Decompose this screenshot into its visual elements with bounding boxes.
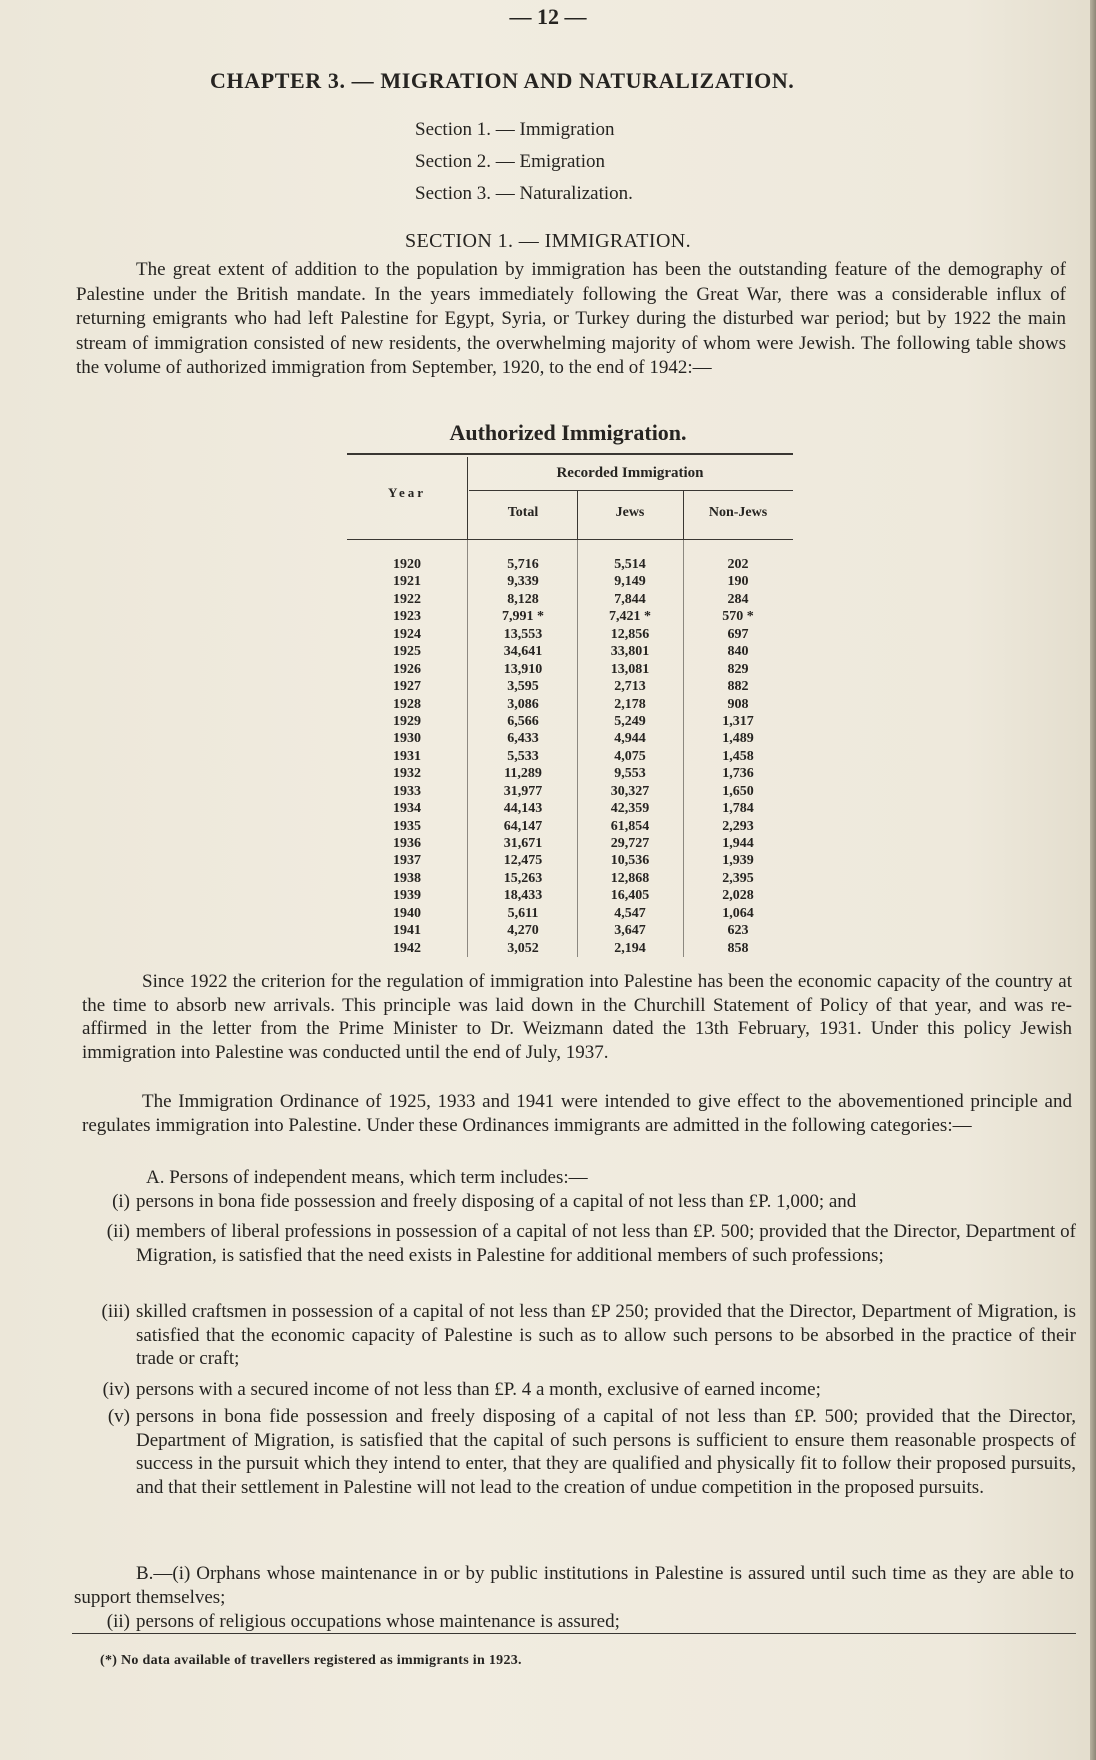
cell-jews: 10,536 [610,853,650,869]
table-row [347,661,793,678]
cell-total: 64,147 [503,818,543,834]
cell-non-jews: 1,458 [722,748,754,764]
group-divider [469,490,793,491]
chapter-title: CHAPTER 3. — MIGRATION AND NATURALIZATION. [210,68,795,93]
cell-total: 13,553 [503,626,543,642]
category-a-heading: A. Persons of independent means, which term includes:— [146,1167,588,1188]
cell-non-jews: 882 [727,679,749,695]
column-divider [467,457,468,539]
table-row [347,556,793,573]
cell-jews: 2,178 [614,696,646,712]
cell-total: 5,716 [507,557,539,572]
cell-total: 12,475 [503,853,543,869]
cell-jews: 16,405 [610,888,650,904]
cell-year: 1923 [393,609,421,625]
item-text: members of liberal professions in possession of a capital of not less than £P. 500; provided that the Director, Department of Migration, is satisfied that the need exists in Palestine for additional members of such professions; [136,1221,1076,1266]
cell-total: 3,086 [507,696,539,712]
table-row [347,940,793,957]
cell-non-jews: 840 [727,644,749,660]
cell-non-jews: 570 * [722,609,754,625]
item-number: (ii) [106,1611,130,1632]
column-divider [577,540,578,957]
cell-total: 4,270 [507,923,539,939]
cell-jews: 7,421 * [609,609,651,625]
column-divider [467,540,468,957]
cell-jews: 2,713 [614,679,646,695]
table-row [347,696,793,713]
cell-non-jews: 1,939 [722,853,754,869]
category-b-item: B.—(i) Orphans whose maintenance in or by public institutions in Palestine is assured until such time as they are able to support themselves; [74,1563,1074,1608]
cell-year: 1928 [393,696,421,712]
cell-total: 15,263 [503,870,543,886]
cell-year: 1925 [393,644,421,660]
list-item [82,1190,1076,1214]
cell-total: 8,128 [507,591,539,607]
table-row [347,905,793,922]
cell-total: 31,671 [503,836,543,851]
cell-year: 1938 [393,870,421,886]
cell-non-jews: 190 [727,574,749,590]
cell-total: 6,566 [507,713,539,729]
cell-total: 13,910 [503,661,543,677]
table-row [347,643,793,660]
cell-jews: 29,727 [610,836,650,851]
table-header [347,453,793,539]
year-header: Year [388,485,426,500]
intro-paragraph: The great extent of addition to the population by immigration has been the outstanding feature of the demography of Palestine under the British mandate. In the years immediately following the Great War, there was a considerable influx of returning emigrants who had left Palestine for Egypt, Syria, or Turkey during the disturbed war period; but by 1922 the main stream of immigration consisted of new residents, the overwhelming majority of whom were Jewish. The following table shows the volume of authorized immigration from September, 1920, to the end of 1942:— [76,259,1066,378]
cell-year: 1940 [393,905,421,921]
cell-jews: 30,327 [610,783,650,799]
table-row [347,922,793,939]
cell-non-jews: 202 [727,557,749,572]
cell-non-jews: 1,736 [722,766,754,782]
cell-year: 1933 [393,783,421,799]
cell-year: 1920 [393,557,421,572]
cell-year: 1930 [393,731,421,747]
table-row [347,748,793,765]
cell-non-jews: 284 [727,591,749,607]
cell-year: 1931 [393,748,421,764]
table-row [347,852,793,869]
cell-year: 1922 [393,591,421,607]
cell-total: 5,533 [507,748,539,764]
cell-non-jews: 908 [727,696,749,712]
table-row [347,818,793,835]
cell-total: 11,289 [504,766,542,782]
list-item [82,1220,1076,1267]
table-row [347,800,793,817]
list-item [82,1405,1076,1499]
cell-jews: 12,856 [610,626,650,642]
group-header: Recorded Immigration [556,465,704,481]
table-body [347,540,793,957]
item-number: (ii) [106,1221,130,1242]
table-row [347,835,793,852]
cell-jews: 4,547 [614,905,646,921]
page-number: — 12 — [509,4,587,29]
section-heading: SECTION 1. — IMMIGRATION. [404,230,692,252]
cell-year: 1924 [393,626,421,642]
cell-jews: 13,081 [610,661,650,677]
cell-non-jews: 697 [727,626,749,642]
cell-non-jews: 1,784 [722,801,754,817]
item-number: (iii) [101,1301,130,1322]
column-header-non-jews: Non-Jews [708,505,768,520]
cell-total: 5,611 [507,905,539,921]
section-item: Section 1. — Immigration [415,119,615,140]
cell-jews: 9,553 [614,766,646,782]
table-row [347,765,793,782]
table-row [347,678,793,695]
cell-non-jews: 1,489 [722,731,754,747]
table-row [347,783,793,800]
cell-total: 3,595 [507,679,539,695]
table-row [347,713,793,730]
cell-jews: 3,647 [614,923,646,939]
footnote: (*) No data available of travellers registered as immigrants in 1923. [100,1653,522,1668]
cell-non-jews: 1,064 [722,905,754,921]
item-text: skilled craftsmen in possession of a capital of not less than £P 250; provided that the Director, Department of Migration, is satisfied that the economic capacity of Palestine is such as to allow such persons to be absorbed in the practice of their trade or craft; [136,1301,1076,1369]
cell-jews: 33,801 [610,644,650,660]
cell-jews: 2,194 [614,940,646,956]
table-row [347,626,793,643]
list-item [82,1378,1076,1402]
cell-non-jews: 2,395 [722,870,754,886]
cell-year: 1921 [393,574,421,590]
cell-total: 44,143 [503,801,543,817]
cell-year: 1941 [393,923,421,939]
cell-jews: 12,868 [610,870,650,886]
cell-total: 31,977 [503,783,543,799]
table-title: Authorized Immigration. [449,420,687,445]
cell-non-jews: 623 [727,923,749,939]
cell-total: 6,433 [507,731,539,747]
list-item [82,1610,1076,1634]
item-text: persons with a secured income of not less than £P. 4 a month, exclusive of earned income; [136,1379,821,1400]
table-row [347,730,793,747]
cell-year: 1936 [393,836,421,851]
cell-non-jews: 1,317 [722,713,754,729]
cell-jews: 42,359 [610,801,650,817]
list-item [82,1300,1076,1371]
page-edge [1090,0,1096,1760]
cell-total: 7,991 * [502,609,544,625]
cell-total: 3,052 [507,940,539,956]
cell-jews: 5,249 [614,713,646,729]
cell-total: 34,641 [503,644,543,660]
column-divider [683,540,684,957]
cell-year: 1926 [393,661,421,677]
immigration-table [347,453,793,957]
table-row [347,573,793,590]
item-text: persons in bona fide possession and freely disposing of a capital of not less than £P. 500; provided that the Director, Department of Migration, is satisfied that the capital of such persons is sufficient to ensure them reasonable prospects of success in the pursuit which they intend to enter, that they are qualified and physically fit to follow their proposed pursuits, and that their settlement in Palestine will not lead to the creation of undue competition in the proposed pursuits. [136,1406,1076,1498]
cell-jews: 5,514 [614,557,646,572]
cell-year: 1942 [393,940,421,956]
cell-non-jews: 1,650 [722,783,754,799]
cell-year: 1929 [393,713,421,729]
cell-non-jews: 2,028 [722,888,754,904]
column-header-total: Total [507,505,539,520]
column-header-jews: Jews [615,505,645,520]
paragraph-criterion: Since 1922 the criterion for the regulation of immigration into Palestine has been the economic capacity of the country at the time to absorb new arrivals. This principle was laid down in the Churchill Statement of Policy of that year, and was re-affirmed in the letter from the Prime Minister to Dr. Weizmann dated the 13th February, 1931. Under this policy Jewish immigration into Palestine was conducted until the end of July, 1937. [82,971,1072,1063]
cell-jews: 4,944 [614,731,646,747]
cell-jews: 61,854 [610,818,650,834]
footnote-rule [72,1633,1076,1634]
cell-year: 1939 [393,888,421,904]
cell-jews: 9,149 [614,574,646,590]
item-text: persons in bona fide possession and freely disposing of a capital of not less than £P. 1,000; and [136,1191,857,1212]
cell-year: 1932 [393,766,421,782]
cell-non-jews: 829 [727,661,749,677]
table-row [347,887,793,904]
section-list [415,114,815,210]
cell-jews: 7,844 [614,591,646,607]
section-item: Section 2. — Emigration [415,151,605,172]
cell-year: 1935 [393,818,421,834]
item-number: (i) [112,1191,130,1212]
table-row [347,591,793,608]
cell-non-jews: 2,293 [722,818,754,834]
cell-year: 1937 [393,853,421,869]
cell-non-jews: 1,944 [722,836,754,851]
cell-year: 1927 [393,679,421,695]
section-item: Section 3. — Naturalization. [415,183,633,204]
table-row [347,870,793,887]
cell-total: 18,433 [503,888,543,904]
item-number: (iv) [102,1379,130,1400]
item-text: persons of religious occupations whose maintenance is assured; [136,1611,620,1632]
item-number: (v) [107,1406,130,1427]
cell-total: 9,339 [507,574,539,590]
cell-year: 1934 [393,801,421,817]
cell-non-jews: 858 [727,940,749,956]
table-row [347,608,793,625]
cell-jews: 4,075 [614,748,646,764]
paragraph-ordinance: The Immigration Ordinance of 1925, 1933 and 1941 were intended to give effect to the abovementioned principle and regulates immigration into Palestine. Under these Ordinances immigrants are admitted in the following categories:— [82,1091,1072,1136]
